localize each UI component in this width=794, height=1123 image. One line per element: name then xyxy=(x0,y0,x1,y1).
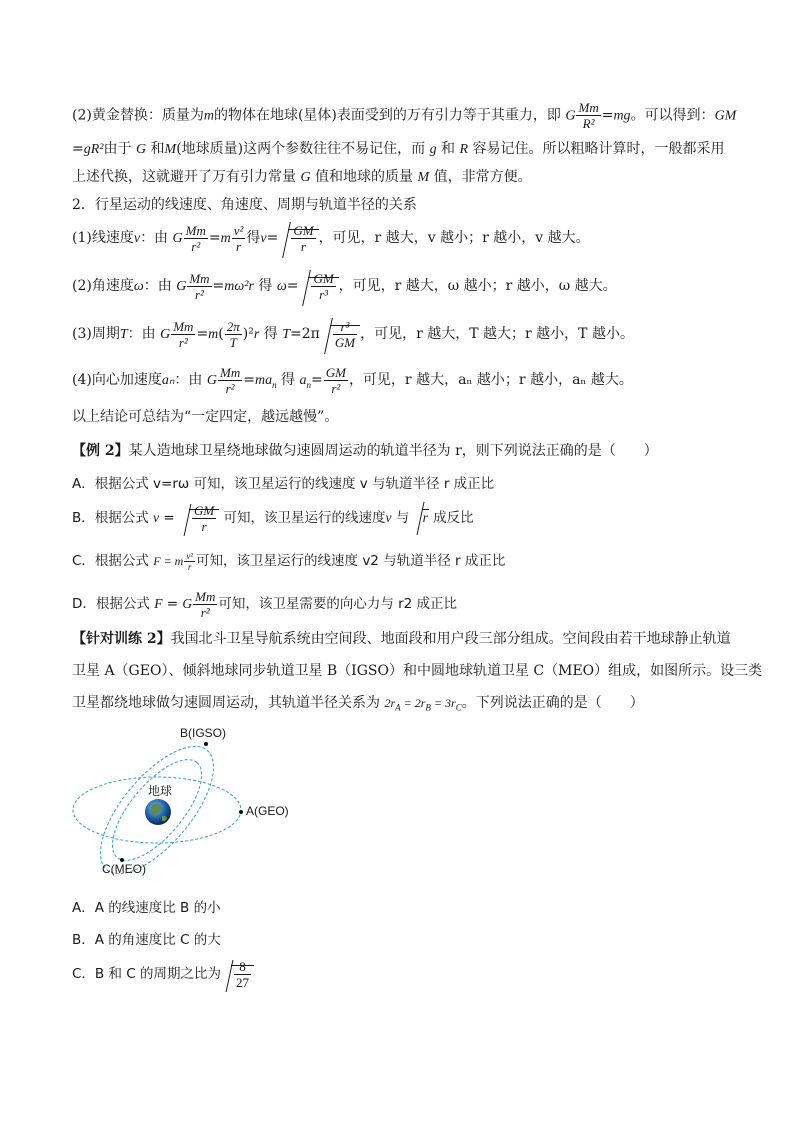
satellite-b xyxy=(204,742,208,746)
golden-line-1: (2)黄金替换：质量为m的物体在地球(星体)表面受到的万有引力等于其重力，即 G $\frac{Mm}{\text{R²}}$ =mg。可以得到：GM xyxy=(72,100,737,131)
example-2-option-a: A．根据公式 v=rω 可知，该卫星运行的线速度 v 与轨道半径 r 成正比 xyxy=(72,476,495,492)
relation-acceleration: (4)向心加速度aₙ：由 G $\frac{Mm}{\text{r²}}$ $=ma_n$ 得 $a_n=$ $\frac{GM}{\text{r²}}$ ，可见，r 越大，aₙ 越小；r 越小，aₙ 越大。 xyxy=(72,364,633,396)
orbit-diagram xyxy=(72,726,302,876)
label-b-igso: B(IGSO) xyxy=(180,726,227,740)
satellite-a xyxy=(239,810,243,814)
example-2-option-c: C．根据公式 F = m $\frac{\text{v²}}{r}$ 可知，该卫星运行的线速度 v2 与轨道半径 r 成正比 xyxy=(72,550,506,572)
training-2-line-2: 卫星 A（GEO）、倾斜地球同步轨道卫星 B（IGSO）和中圆地球轨道卫星 C（MEO）组成，如图所示。设三类 xyxy=(72,663,763,679)
relation-period: (3)周期T：由 G $\frac{Mm}{\text{r²}}$ =m( $\frac{2\pi}{T}$ )²r 得 T=2π $\frac{\text{r³}}{GM}$ ，可见，r 越大，T 越大；r 越小，T 越小。 xyxy=(72,314,634,355)
label-earth: 地球 xyxy=(148,784,173,798)
label-c-meo: C(MEO) xyxy=(102,862,146,876)
training-2-option-a: A．A 的线速度比 B 的小 xyxy=(72,900,221,916)
example-2-option-d: D．根据公式 F = G $\frac{Mm}{\text{r²}}$ 可知，该卫星需要的向心力与 r2 成正比 xyxy=(72,588,458,620)
training-2-line-1: 【针对训练 2】我国北斗卫星导航系统由空间段、地面段和用户段三部分组成。空间段由若干地球静止轨道 xyxy=(72,631,731,647)
mm-over-r2: $\frac{Mm}{\text{R²}}$ xyxy=(578,100,599,131)
summary: 以上结论可总结为“一定四定，越远越慢”。 xyxy=(72,409,339,425)
example-2-option-b: B．根据公式 v = $\frac{GM}{r}$ 可知，该卫星运行的线速度v 与 r 成反比 xyxy=(72,500,474,536)
label-a-geo: A(GEO) xyxy=(246,804,289,818)
section-2-title: 2．行星运动的线速度、角速度、周期与轨道半径的关系 xyxy=(72,197,417,213)
golden-line-2: =gR²由于 G 和M(地球质量)这两个参数往往不易记住，而 g 和 R 容易记住。所以粗略计算时，一般都采用 xyxy=(72,141,725,157)
orbit-radius-relation: $2r_A = 2r_B = 3r_C$ xyxy=(384,696,462,713)
example-2-stem: 【例 2】某人造地球卫星绕地球做匀速圆周运动的轨道半径为 r，则下列说法正确的是（ ） xyxy=(72,443,658,459)
training-2-line-3: 卫星都绕地球做匀速圆周运动，其轨道半径关系为 $2r_A = 2r_B = 3r_C$。下列说法正确的是（ ） xyxy=(72,695,644,713)
orbit-figure xyxy=(72,726,302,876)
golden-line-3: 上述代换，这就避开了万有引力常量 G 值和地球的质量 M 值，非常方便。 xyxy=(72,169,532,185)
relation-angular-speed: (2)角速度ω：由 G $\frac{Mm}{\text{r²}}$ =mω²r 得 ω= $\frac{GM}{\text{r³}}$ ，可见，r 越大，ω 越小；r 越小，ω 越大。 xyxy=(72,266,617,307)
training-2-option-b: B．A 的角速度比 C 的大 xyxy=(72,932,221,948)
training-2-option-c: C．B 和 C 的周期之比为 $\frac{8}{27}$ xyxy=(72,956,254,992)
relation-linear-speed: (1)线速度v：由 G $\frac{Mm}{\text{r²}}$ =m $\frac{\text{v²}}{r}$ 得v= $\frac{GM}{r}$ ，可见，r 越大，v 越小；r 越小，v 越大。 xyxy=(72,218,590,259)
